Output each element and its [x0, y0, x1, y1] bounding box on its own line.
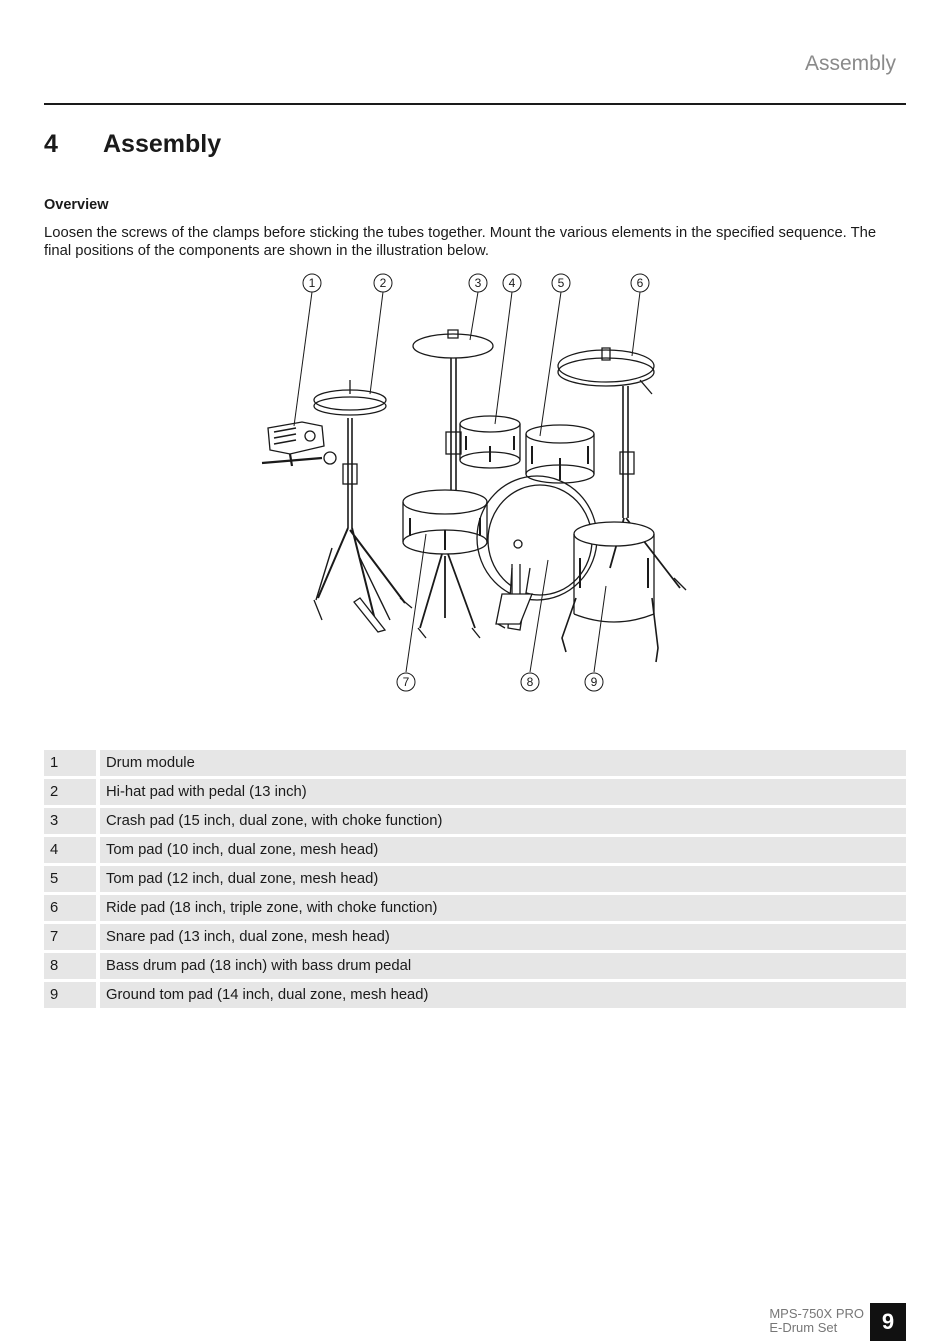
table-row: [44, 895, 906, 921]
tom-12-drawing: [526, 425, 594, 483]
part-number: 1: [44, 750, 100, 776]
part-label: Ride pad (18 inch, triple zone, with choke function): [100, 895, 906, 921]
table-row: [44, 750, 906, 776]
table-row: [44, 924, 906, 950]
part-number: 4: [44, 837, 100, 863]
footer-product-info: [769, 1307, 864, 1335]
callout-4: 4: [508, 276, 516, 290]
running-header: Assembly: [804, 52, 896, 75]
snare-drawing: [403, 490, 487, 638]
callout-2: 2: [379, 276, 387, 290]
table-row: [44, 779, 906, 805]
page-number: 9: [870, 1303, 906, 1341]
callout-7: 7: [402, 675, 410, 689]
chapter-heading: [44, 130, 221, 159]
part-label: Snare pad (13 inch, dual zone, mesh head): [100, 924, 906, 950]
overview-heading: Overview: [44, 197, 109, 213]
chapter-number: 4: [44, 130, 58, 158]
drum-kit-illustration: [250, 268, 710, 698]
bass-drum-drawing: [477, 476, 597, 630]
header-divider: [44, 103, 906, 105]
crash-drawing: [413, 330, 493, 498]
part-label: Tom pad (12 inch, dual zone, mesh head): [100, 866, 906, 892]
parts-list-table: [44, 747, 906, 1011]
part-label: Bass drum pad (18 inch) with bass drum pedal: [100, 953, 906, 979]
part-number: 9: [44, 982, 100, 1008]
part-number: 3: [44, 808, 100, 834]
table-row: [44, 866, 906, 892]
callout-3: 3: [474, 276, 482, 290]
footer-product: E-Drum Set: [769, 1320, 838, 1335]
part-label: Crash pad (15 inch, dual zone, with choke function): [100, 808, 906, 834]
table-row: [44, 953, 906, 979]
part-label: Drum module: [100, 750, 906, 776]
table-row: [44, 837, 906, 863]
callout-6: 6: [636, 276, 644, 290]
part-label: Ground tom pad (14 inch, dual zone, mesh head): [100, 982, 906, 1008]
callout-1: 1: [308, 276, 316, 290]
callout-8: 8: [526, 675, 534, 689]
table-row: [44, 808, 906, 834]
hihat-drawing: [314, 380, 412, 632]
tom-10-drawing: [460, 416, 520, 468]
part-number: 8: [44, 953, 100, 979]
part-label: Tom pad (10 inch, dual zone, mesh head): [100, 837, 906, 863]
callout-5: 5: [557, 276, 565, 290]
overview-text: Loosen the screws of the clamps before sticking the tubes together. Mount the various elements in the specified sequence. The final positions of the components are shown in the illustration below.: [44, 225, 877, 259]
part-label: Hi-hat pad with pedal (13 inch): [100, 779, 906, 805]
part-number: 7: [44, 924, 100, 950]
footer-model: MPS-750X PRO: [769, 1306, 864, 1321]
chapter-title: Assembly: [103, 130, 222, 158]
part-number: 2: [44, 779, 100, 805]
part-number: 5: [44, 866, 100, 892]
drum-module-drawing: [262, 422, 336, 466]
callout-9: 9: [590, 675, 598, 689]
part-number: 6: [44, 895, 100, 921]
table-row: [44, 982, 906, 1008]
